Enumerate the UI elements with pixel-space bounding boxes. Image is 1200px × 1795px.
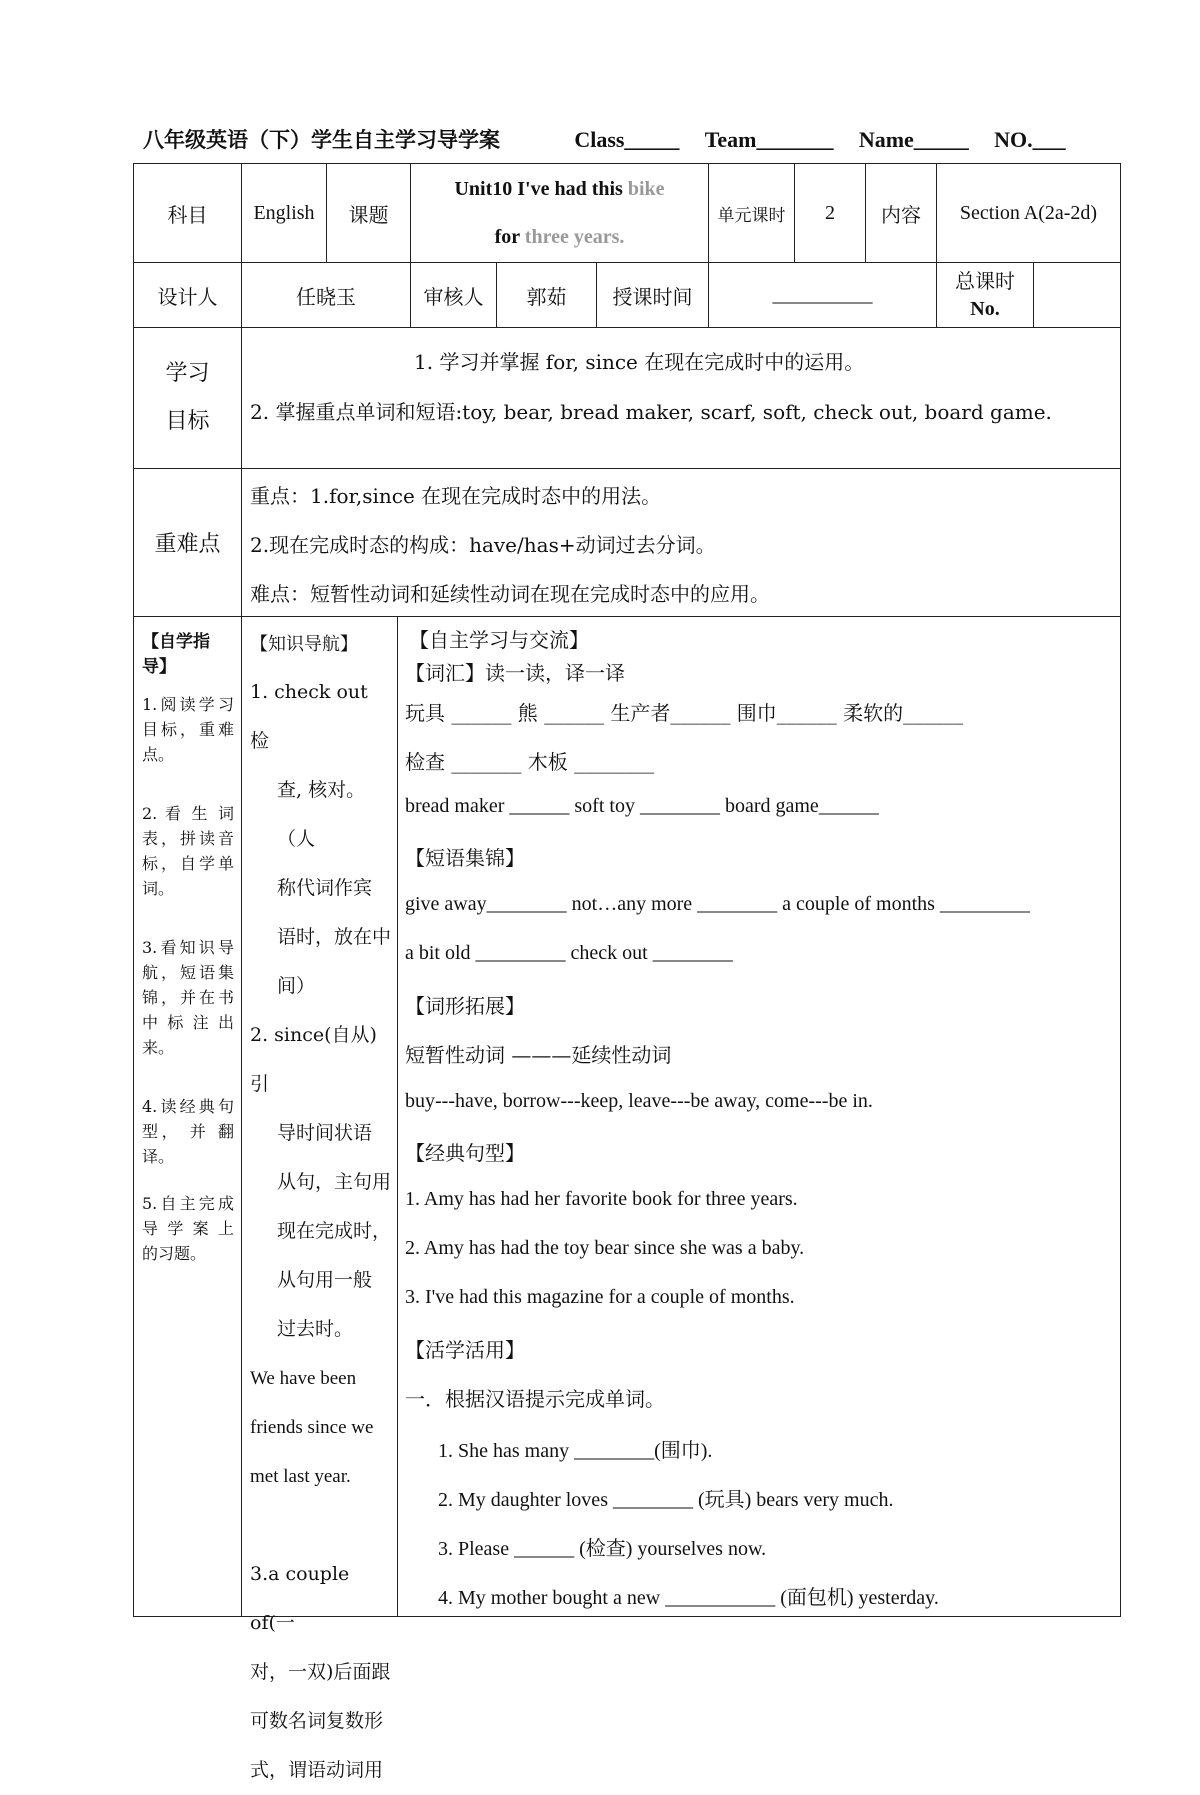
designer-value-cell [241,262,411,328]
key-points-label: 重难点 [154,532,221,557]
topic-line-1: Unit10 I've had this bike [454,178,665,200]
vocab-line-2: 检查 _______ 木板 ________ [405,750,655,774]
reviewer-label: 审核人 [423,284,484,309]
knowledge-line: 可数名词复数形 [250,1710,384,1732]
topic-value-cell [410,163,709,263]
knowledge-line: 现在完成时， [277,1220,392,1242]
content-value-cell [936,163,1121,263]
knowledge-line: 从句，主句用 [277,1171,392,1193]
vocab-title: 【词汇】读一读，译一译 [405,661,625,685]
phrase-line-1: give away________ not…any more ________ a couple of months _________ [405,893,1030,915]
knowledge-line: friends since we [250,1417,374,1438]
wordform-title: 【词形拓展】 [405,994,525,1018]
teach-time-value-cell [708,262,937,328]
teach-time-value: __________ [772,283,873,306]
knowledge-line: 间） [277,975,316,997]
class-field: Class_____ [574,127,680,152]
worksheet-header [143,124,1084,154]
designer-value: 任晓玉 [296,284,356,309]
unit-hour-value-cell [794,163,866,263]
goals-label-line2: 目标 [165,409,210,434]
total-hours-label-cell [936,262,1034,328]
sentence-item: 2. Amy has had the toy bear since she was a baby. [405,1237,805,1259]
key-points-label-cell [133,468,242,617]
total-hours-no: No. [970,298,1000,320]
exercise-item: 2. My daughter loves ________ (玩具) bears very much. [438,1489,894,1511]
key-point-line-1: 重点：1.for,since 在现在完成时态中的用法。 [250,484,662,508]
subject-label: 科目 [167,202,208,227]
sentence-item: 3. I've had this magazine for a couple of months. [405,1286,795,1308]
goals-label-cell [133,327,242,469]
sentence-item: 1. Amy has had her favorite book for three years. [405,1188,798,1210]
unit-hour-value: 2 [825,201,835,224]
teach-time-label: 授课时间 [612,284,693,309]
unit-hour-label: 单元课时 [717,205,786,226]
topic-line-2: for three years. [494,226,625,248]
sentence-title: 【经典句型】 [405,1141,525,1165]
designer-label-cell [133,262,242,328]
knowledge-title: 【知识导航】 [250,634,358,655]
teach-time-label-cell [596,262,709,328]
unit-hour-label-cell [708,163,795,263]
total-hours-value-cell [1033,262,1121,328]
topic-label: 课题 [348,202,389,227]
goal-line-2: 2. 掌握重点单词和短语:toy, bear, bread maker, scarf, soft, check out, board game. [250,400,1052,424]
knowledge-line: 3.a couple of(一 [250,1563,350,1634]
exercise-heading: 一．根据汉语提示完成单词。 [405,1387,665,1411]
phrase-title: 【短语集锦】 [405,846,525,870]
topic-label-cell [326,163,411,263]
knowledge-line: 式，谓语动词用 [250,1759,384,1781]
wordform-line-2: buy---have, borrow---keep, leave---be away, come---be in. [405,1090,873,1112]
total-hours-label: 总课时 [955,269,1015,293]
content-value: Section A(2a-2d) [959,201,1098,224]
wordform-line-1: 短暂性动词 ———延续性动词 [405,1043,672,1067]
content-label: 内容 [881,202,921,227]
guide-item: 2. 看 生 词表，拼读音标，自学单词。 [142,804,234,898]
guide-item: 3.看知识导航，短语集锦，并在书中 标 注 出来。 [142,938,234,1057]
number-field: NO.___ [994,127,1066,152]
practice-title: 【活学活用】 [405,1338,525,1362]
name-field: Name_____ [858,127,969,152]
self-study-title: 【自主学习与交流】 [409,628,589,652]
designer-label: 设计人 [157,284,218,309]
vocab-line-3: bread maker ______ soft toy ________ board game______ [405,795,879,817]
content-label-cell [865,163,937,263]
phrase-line-2: a bit old _________ check out ________ [405,942,733,964]
key-point-line-3: 难点：短暂性动词和延续性动词在现在完成时态中的应用。 [250,582,770,606]
subject-value-cell [241,163,327,263]
goal-line-1: 1. 学习并掌握 for, since 在现在完成时中的运用。 [414,350,865,374]
key-point-line-2: 2.现在完成时态的构成：have/has+动词过去分词。 [250,533,716,557]
knowledge-line: 1. check out 检 [250,681,368,752]
knowledge-line: 语时，放在中 [277,926,392,948]
knowledge-line: 查, 核对。（人 [277,779,366,850]
worksheet-title: 八年级英语（下）学生自主学习导学案 [143,127,500,152]
guide-column [142,630,234,1288]
knowledge-line: 对，一双)后面跟 [250,1661,391,1683]
vocab-line-1: 玩具 ______ 熊 ______ 生产者______ 围巾______ 柔软的______ [405,701,964,725]
knowledge-line: 称代词作宾 [277,877,373,899]
subject-value: English [253,201,315,224]
guide-item: 4.读经典句型， 并 翻译。 [142,1097,234,1166]
reviewer-value: 郭茹 [526,284,567,309]
exercise-item: 1. She has many ________(围巾). [438,1440,713,1462]
team-field: Team_______ [704,127,834,152]
subject-label-cell [133,163,242,263]
knowledge-column [250,630,392,1795]
exercise-item: 4. My mother bought a new ___________ (面包机) yesterday. [438,1587,939,1609]
goals-label-line1: 学习 [165,361,210,386]
guide-title: 【自学指导】 [142,632,210,677]
knowledge-line: met last year. [250,1466,351,1487]
reviewer-label-cell [410,262,497,328]
exercise-item: 3. Please ______ (检查) yourselves now. [438,1538,767,1560]
knowledge-line: 导时间状语 [277,1122,373,1144]
knowledge-line: 从句用一般 [277,1269,373,1291]
knowledge-line: 过去时。 [277,1318,354,1340]
reviewer-value-cell [496,262,597,328]
knowledge-line: We have been [250,1368,357,1389]
knowledge-line [250,1501,392,1550]
knowledge-line: 2. since(自从)引 [250,1024,377,1095]
guide-item: 1.阅读学习目标，重难点。 [142,695,234,764]
guide-item: 5.自主完成导 学 案 上的习题。 [142,1194,234,1263]
